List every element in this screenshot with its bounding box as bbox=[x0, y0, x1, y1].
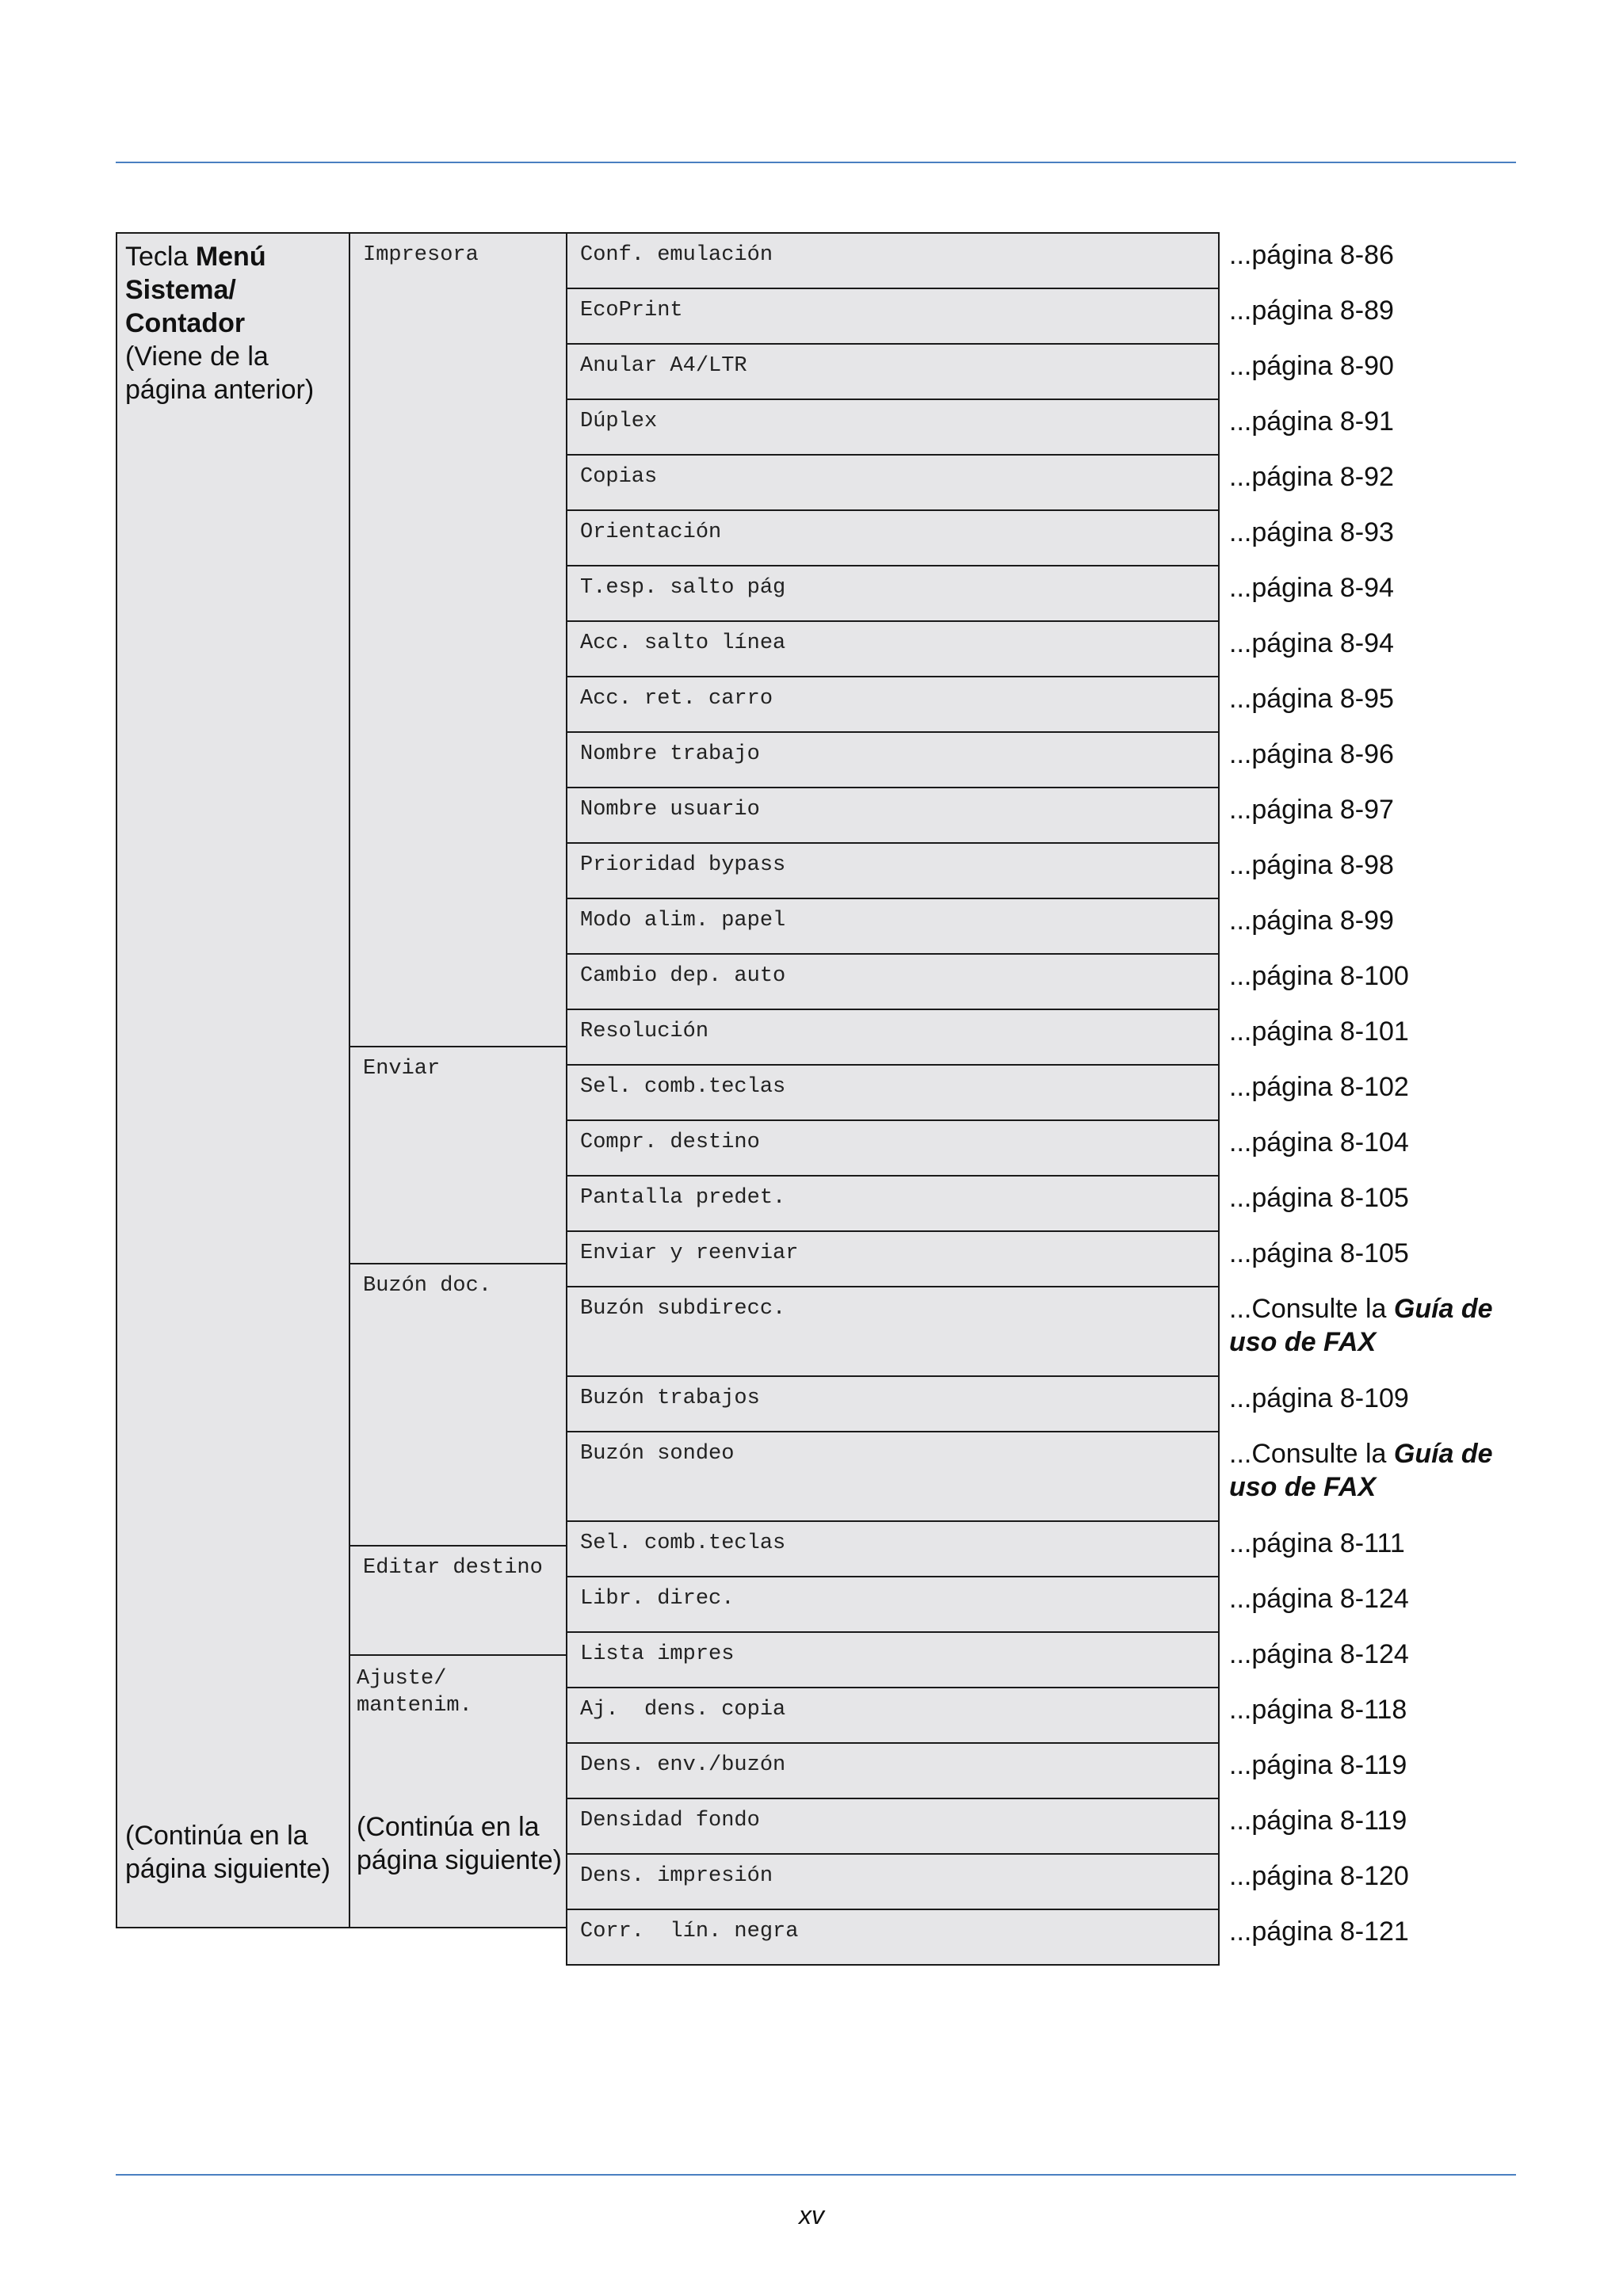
menu-item-row bbox=[566, 620, 1220, 677]
page-reference: ...página 8-104 bbox=[1229, 1127, 1409, 1158]
section-label: Editar destino bbox=[363, 1556, 543, 1580]
page-reference: ...página 8-101 bbox=[1229, 1016, 1409, 1047]
menu-item-label: Conf. emulación bbox=[580, 243, 773, 267]
menu-item-label: EcoPrint bbox=[580, 299, 683, 322]
menu-item-row bbox=[566, 787, 1220, 844]
menu-item-row bbox=[566, 676, 1220, 733]
menu-item-row bbox=[566, 509, 1220, 566]
menu-item-row bbox=[566, 731, 1220, 788]
menu-tree-table bbox=[116, 232, 1493, 1947]
menu-item-label: Dens. env./buzón bbox=[580, 1753, 786, 1777]
menu-item-row bbox=[566, 1286, 1220, 1377]
page-reference: ...página 8-124 bbox=[1229, 1639, 1409, 1669]
menu-item-label: Lista impres bbox=[580, 1642, 735, 1666]
page-reference: ...página 8-94 bbox=[1229, 573, 1394, 603]
page-reference: ...página 8-98 bbox=[1229, 850, 1394, 880]
page-reference: ...página 8-109 bbox=[1229, 1383, 1409, 1413]
menu-item-row bbox=[566, 1742, 1220, 1799]
footer-rule bbox=[116, 2174, 1516, 2176]
page-reference: ...página 8-124 bbox=[1229, 1584, 1409, 1614]
menu-item-label: Resolución bbox=[580, 1020, 709, 1043]
page-reference: ...página 8-100 bbox=[1229, 961, 1409, 991]
page-reference: ...página 8-118 bbox=[1229, 1695, 1407, 1725]
page-reference: ...página 8-97 bbox=[1229, 795, 1394, 825]
menu-item-label: Aj. dens. copia bbox=[580, 1698, 786, 1722]
root-menu-cell bbox=[116, 232, 350, 1928]
menu-item-label: Libr. direc. bbox=[580, 1587, 735, 1611]
page-reference: ...página 8-99 bbox=[1229, 906, 1394, 936]
page-reference: ...página 8-105 bbox=[1229, 1238, 1409, 1268]
section-ajuste-mantenim bbox=[349, 1654, 567, 1928]
menu-item-label: Anular A4/LTR bbox=[580, 354, 747, 378]
menu-item-label: Sel. comb.teclas bbox=[580, 1075, 786, 1099]
menu-item-label: Buzón sondeo bbox=[580, 1442, 735, 1466]
menu-item-label: Sel. comb.teclas bbox=[580, 1531, 786, 1555]
root-menu-title: Tecla Menú Sistema/ Contador (Viene de la página anterior) bbox=[125, 242, 315, 405]
section-label: Enviar bbox=[363, 1057, 441, 1081]
menu-item-row bbox=[566, 1798, 1220, 1855]
menu-item-label: Acc. salto línea bbox=[580, 631, 786, 655]
section-label: Ajuste/ mantenim. bbox=[357, 1667, 472, 1718]
page-number: xv bbox=[799, 2201, 824, 2229]
menu-item-label: Copias bbox=[580, 465, 658, 489]
menu-item-label: Cambio dep. auto bbox=[580, 964, 786, 988]
root-menu-continued: (Continúa en la página siguiente) bbox=[125, 1821, 330, 1884]
page-reference: ...página 8-102 bbox=[1229, 1072, 1409, 1102]
menu-item-row bbox=[566, 1064, 1220, 1121]
menu-item-row bbox=[566, 1175, 1220, 1232]
menu-item-label: Densidad fondo bbox=[580, 1809, 760, 1833]
menu-item-row bbox=[566, 1230, 1220, 1287]
menu-item-label: Orientación bbox=[580, 521, 722, 544]
section-label: Buzón doc. bbox=[363, 1274, 492, 1298]
menu-item-row bbox=[566, 1631, 1220, 1688]
page-reference: ...página 8-105 bbox=[1229, 1183, 1409, 1213]
menu-item-row bbox=[566, 399, 1220, 456]
menu-item-label: Buzón trabajos bbox=[580, 1386, 760, 1410]
page-reference: ...página 8-120 bbox=[1229, 1861, 1409, 1891]
page-reference: ...página 8-91 bbox=[1229, 406, 1394, 437]
page-reference: ...página 8-119 bbox=[1229, 1806, 1407, 1836]
menu-item-row bbox=[566, 288, 1220, 345]
page-reference: ...Consulte la Guía de uso de FAX bbox=[1229, 1439, 1493, 1502]
page-reference: ...página 8-90 bbox=[1229, 351, 1394, 381]
page-reference: ...página 8-96 bbox=[1229, 739, 1394, 769]
menu-item-row bbox=[566, 454, 1220, 511]
menu-item-label: Nombre trabajo bbox=[580, 742, 760, 766]
section-editar-destino bbox=[349, 1545, 567, 1656]
menu-item-row bbox=[566, 1431, 1220, 1522]
page-reference: ...página 8-86 bbox=[1229, 240, 1394, 270]
page-reference: ...página 8-95 bbox=[1229, 684, 1394, 714]
page-reference: ...página 8-94 bbox=[1229, 628, 1394, 658]
section-label: Impresora bbox=[363, 243, 479, 267]
section-enviar bbox=[349, 1046, 567, 1264]
section-impresora bbox=[349, 232, 567, 1047]
menu-item-label: Dens. impresión bbox=[580, 1864, 773, 1888]
page-reference: ...Consulte la Guía de uso de FAX bbox=[1229, 1294, 1493, 1357]
menu-item-label: Buzón subdirecc. bbox=[580, 1297, 786, 1321]
menu-item-row bbox=[566, 1687, 1220, 1744]
menu-item-label: Prioridad bypass bbox=[580, 853, 786, 877]
menu-item-label: Nombre usuario bbox=[580, 798, 760, 822]
page-reference: ...página 8-89 bbox=[1229, 296, 1394, 326]
menu-item-label: Compr. destino bbox=[580, 1131, 760, 1154]
menu-item-row bbox=[566, 898, 1220, 955]
menu-item-row bbox=[566, 565, 1220, 622]
menu-item-row bbox=[566, 1853, 1220, 1910]
menu-item-label: Enviar y reenviar bbox=[580, 1241, 799, 1265]
page-reference: ...página 8-93 bbox=[1229, 517, 1394, 547]
menu-item-row bbox=[566, 1375, 1220, 1432]
section-continued: (Continúa en la página siguiente) bbox=[357, 1812, 562, 1875]
menu-item-label: Modo alim. papel bbox=[580, 909, 786, 933]
menu-item-row bbox=[566, 1909, 1220, 1966]
menu-item-row bbox=[566, 232, 1220, 289]
menu-item-row bbox=[566, 343, 1220, 400]
menu-item-label: Dúplex bbox=[580, 410, 658, 433]
menu-item-row bbox=[566, 1009, 1220, 1066]
menu-item-label: T.esp. salto pág bbox=[580, 576, 786, 600]
menu-item-row bbox=[566, 1119, 1220, 1177]
header-rule bbox=[116, 162, 1516, 163]
page-reference: ...página 8-119 bbox=[1229, 1750, 1407, 1780]
menu-item-row bbox=[566, 1576, 1220, 1633]
page-reference: ...página 8-121 bbox=[1229, 1917, 1409, 1947]
menu-item-row bbox=[566, 1520, 1220, 1577]
page-reference: ...página 8-111 bbox=[1229, 1528, 1405, 1558]
section-buzon-doc bbox=[349, 1263, 567, 1547]
menu-item-row bbox=[566, 842, 1220, 899]
menu-item-label: Corr. lín. negra bbox=[580, 1920, 799, 1943]
menu-item-label: Pantalla predet. bbox=[580, 1186, 786, 1210]
page-reference: ...página 8-92 bbox=[1229, 462, 1394, 492]
menu-item-label: Acc. ret. carro bbox=[580, 687, 773, 711]
menu-item-row bbox=[566, 953, 1220, 1010]
